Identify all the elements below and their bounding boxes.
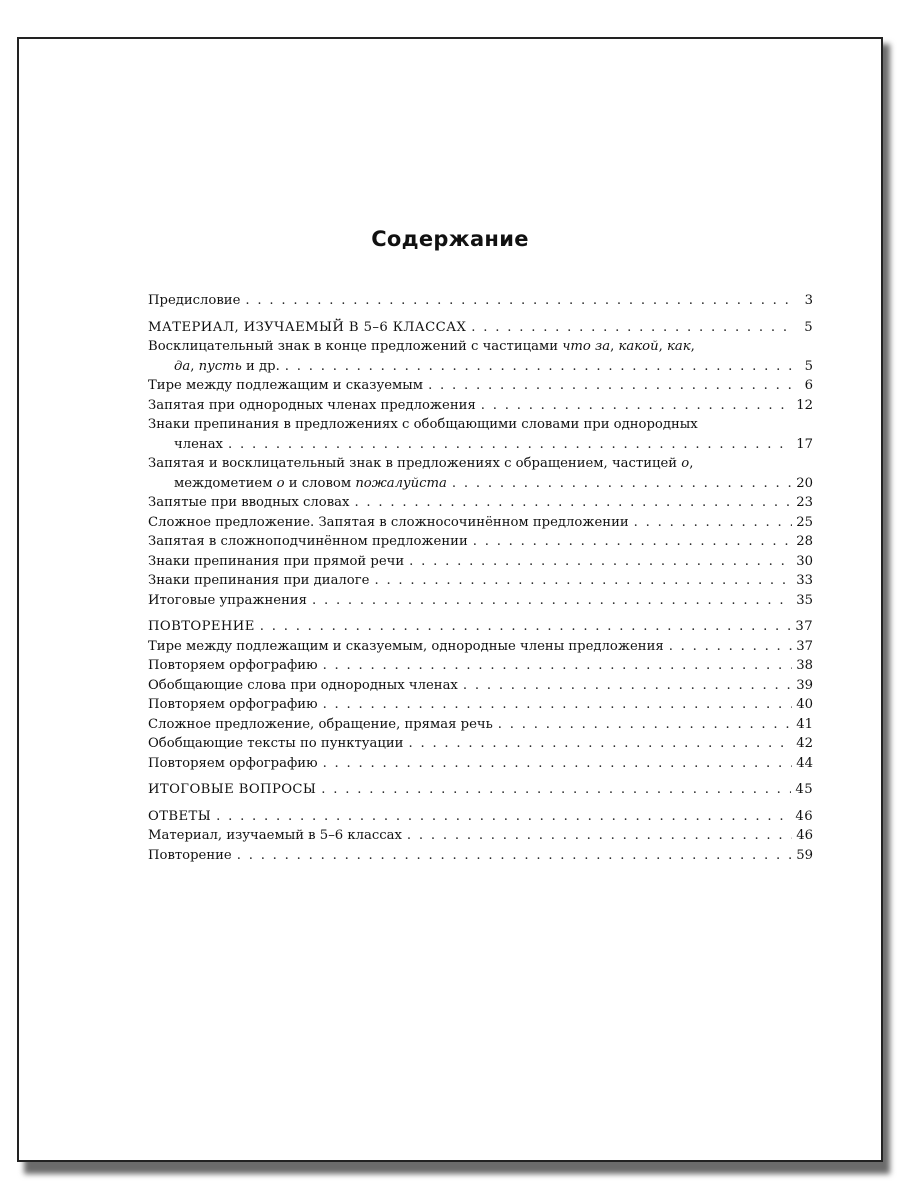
- toc-entry[interactable]: [148, 571, 813, 591]
- toc-entry-label: Тире между подлежащим и сказуемым: [148, 378, 424, 393]
- leader-dots: [409, 552, 792, 572]
- toc-page-number: 30: [796, 553, 813, 569]
- toc-page-number: 42: [796, 736, 813, 751]
- toc-entry-label: Материал, изучаемый в 5–6 классах: [148, 828, 402, 843]
- toc-entry[interactable]: [148, 826, 813, 846]
- toc-page-number: 59: [796, 847, 813, 863]
- leader-dots: [473, 532, 792, 552]
- toc-entry-label: Тире между подлежащим и сказуемым, однородные члены предложения: [148, 638, 664, 654]
- toc-page-number: 17: [796, 436, 813, 452]
- toc-entry[interactable]: [148, 454, 813, 493]
- toc-page-number: 37: [796, 638, 813, 654]
- leader-dots: [260, 617, 792, 637]
- table-of-contents: [148, 291, 813, 865]
- toc-entry[interactable]: [148, 734, 813, 754]
- toc-entry[interactable]: [148, 715, 813, 735]
- toc-page-number: 20: [796, 475, 813, 491]
- leader-dots: [407, 826, 792, 846]
- leader-dots: [312, 591, 792, 611]
- toc-entry-label: Сложное предложение. Запятая в сложносочинённом предложении: [148, 514, 629, 530]
- leader-dots: [463, 676, 792, 696]
- leader-dots: [428, 376, 793, 396]
- toc-entry-label-line2: членах: [174, 436, 223, 452]
- toc-section-heading[interactable]: [148, 807, 813, 827]
- toc-entry[interactable]: [148, 552, 813, 572]
- toc-entry-label: Предисловие: [148, 293, 241, 308]
- toc-entry-label: Запятые при вводных словах: [148, 495, 350, 510]
- toc-entry-label: Повторяем орфографию: [148, 755, 318, 771]
- leader-dots: [481, 396, 792, 416]
- toc-entry-label: Повторяем орфографию: [148, 658, 318, 673]
- leader-dots: [471, 318, 793, 338]
- toc-page-number: 35: [796, 592, 813, 608]
- toc-entry[interactable]: [148, 695, 813, 715]
- toc-entry[interactable]: [148, 637, 813, 657]
- toc-entry-label: Знаки препинания при диалоге: [148, 573, 370, 588]
- toc-entry-label: Запятая в сложноподчинённом предложении: [148, 534, 468, 549]
- toc-entry[interactable]: [148, 291, 813, 311]
- toc-entry[interactable]: [148, 513, 813, 533]
- toc-entry[interactable]: [148, 376, 813, 396]
- toc-entry-label: Повторяем орфографию: [148, 697, 318, 712]
- toc-page-number: 45: [795, 782, 813, 797]
- toc-page-number: 33: [796, 573, 813, 588]
- toc-page-number: 39: [796, 677, 813, 693]
- toc-entry-label: ОТВЕТЫ: [148, 808, 212, 824]
- toc-entry[interactable]: [148, 532, 813, 552]
- leader-dots: [216, 807, 791, 827]
- leader-dots: [408, 734, 792, 754]
- toc-page-number: 38: [796, 658, 813, 673]
- leader-dots: [323, 656, 793, 676]
- toc-entry-label: Знаки препинания при прямой речи: [148, 553, 405, 569]
- toc-entry-label-line1: Знаки препинания в предложениях с обобщающими словами при однородных: [148, 417, 698, 432]
- toc-entry[interactable]: [148, 591, 813, 611]
- toc-entry-label: МАТЕРИАЛ, ИЗУЧАЕМЫЙ В 5–6 КЛАССАХ: [148, 319, 467, 335]
- toc-page-number: 12: [796, 397, 813, 413]
- leader-dots: [498, 715, 792, 735]
- toc-page-number: 46: [795, 808, 813, 824]
- toc-page-number: 37: [795, 619, 813, 634]
- leader-dots: [323, 754, 793, 774]
- toc-entry-label: Запятая при однородных членах предложения: [148, 397, 476, 413]
- toc-entry-label: Итоговые упражнения: [148, 592, 307, 608]
- leader-dots: [245, 291, 793, 311]
- leader-dots: [321, 780, 791, 800]
- toc-entry-label: ИТОГОВЫЕ ВОПРОСЫ: [148, 782, 317, 797]
- toc-entry-label: Сложное предложение, обращение, прямая речь: [148, 716, 493, 732]
- toc-page-number: 46: [796, 828, 813, 843]
- toc-entry-label: ПОВТОРЕНИЕ: [148, 619, 255, 634]
- leader-dots: [285, 357, 793, 377]
- toc-entry-label-line2: междометием о и словом пожалуйста: [174, 475, 447, 491]
- toc-entry[interactable]: [148, 396, 813, 416]
- toc-entry-label-line1: Запятая и восклицательный знак в предложениях с обращением, частицей о,: [148, 456, 694, 471]
- leader-dots: [228, 435, 792, 455]
- toc-entry-label: Обобщающие тексты по пунктуации: [148, 736, 404, 751]
- toc-page-number: 23: [796, 495, 813, 510]
- toc-entry-label-line1: Восклицательный знак в конце предложений с частицами что за, какой, как,: [148, 339, 695, 354]
- toc-page-number: 5: [804, 358, 813, 374]
- toc-section-heading[interactable]: [148, 318, 813, 338]
- toc-section-heading[interactable]: [148, 617, 813, 637]
- document-page: [17, 37, 883, 1162]
- leader-dots: [354, 493, 792, 513]
- toc-page-number: 5: [804, 319, 813, 335]
- leader-dots: [237, 846, 792, 866]
- leader-dots: [452, 474, 792, 494]
- toc-entry[interactable]: [148, 676, 813, 696]
- toc-page-number: 40: [796, 697, 813, 712]
- toc-entry[interactable]: [148, 656, 813, 676]
- leader-dots: [323, 695, 793, 715]
- leader-dots: [669, 637, 793, 657]
- toc-page-number: 41: [796, 716, 813, 732]
- toc-page-number: 44: [796, 755, 813, 771]
- toc-entry[interactable]: [148, 846, 813, 866]
- page-title: Содержание: [371, 227, 529, 251]
- toc-page-number: 28: [796, 534, 813, 549]
- toc-entry-label: Обобщающие слова при однородных членах: [148, 677, 458, 693]
- toc-entry-label: Повторение: [148, 847, 232, 863]
- toc-page-number: 25: [796, 514, 813, 530]
- toc-section-heading[interactable]: [148, 780, 813, 800]
- toc-entry[interactable]: [148, 337, 813, 376]
- toc-entry[interactable]: [148, 415, 813, 454]
- leader-dots: [374, 571, 792, 591]
- leader-dots: [634, 513, 793, 533]
- toc-page-number: 3: [804, 293, 813, 308]
- toc-entry-label-line2: да, пусть и др.: [174, 358, 280, 374]
- toc-page-number: 6: [804, 378, 813, 393]
- toc-entry[interactable]: [148, 493, 813, 513]
- toc-entry[interactable]: [148, 754, 813, 774]
